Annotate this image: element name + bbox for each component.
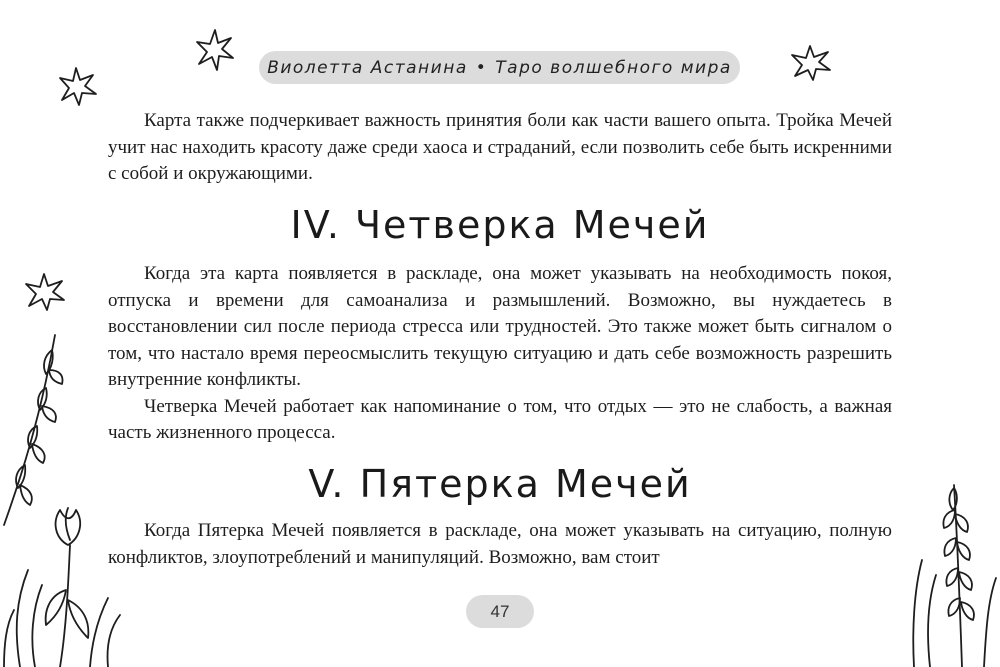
paragraph: Когда Пятерка Мечей появляется в раскладе, она может указывать на ситуацию, полную конфликтов, злоупотреблений и манипуляций. Возможно, вам стоит <box>108 520 892 568</box>
header-book-title: Таро волшебного мира <box>495 57 732 78</box>
section-heading-iv: IV. Четверка Мечей <box>290 203 710 247</box>
star-doodle-icon <box>195 28 235 72</box>
section-iv-text-block <box>108 261 892 447</box>
header-author: Виолетта Астанина <box>267 57 468 78</box>
running-header <box>259 51 740 84</box>
star-doodle-icon <box>24 272 66 312</box>
header-separator: • <box>475 57 488 78</box>
star-doodle-icon <box>790 44 832 82</box>
intro-text-block <box>108 108 892 188</box>
section-v-text-block <box>108 518 892 571</box>
section-heading-v: V. Пятерка Мечей <box>308 462 692 506</box>
paragraph: Четверка Мечей работает как напоминание о том, что отдых — это не слабость, а важная часть жизненного процесса. <box>108 395 892 443</box>
paragraph: Когда эта карта появляется в раскладе, она может указывать на необходимость покоя, отпуска и времени для самоанализа и размышлений. Возможно, вы нуждаетесь в восстановлении сил после периода стресса или трудностей. Это также может быть сигналом о том, что настало время переосмыслить текущую ситуацию и дать себе возможность разрешить внутренние конфликты. <box>108 263 892 390</box>
paragraph: Карта также подчеркивает важность принятия боли как части вашего опыта. Тройка Мечей учит нас находить красоту даже среди хаоса и страданий, если позволить себе быть искренними с собой и окружающими. <box>108 110 892 184</box>
page-number: 47 <box>466 595 534 628</box>
star-doodle-icon <box>58 66 98 106</box>
leaf-branch-right-icon <box>900 480 1000 667</box>
